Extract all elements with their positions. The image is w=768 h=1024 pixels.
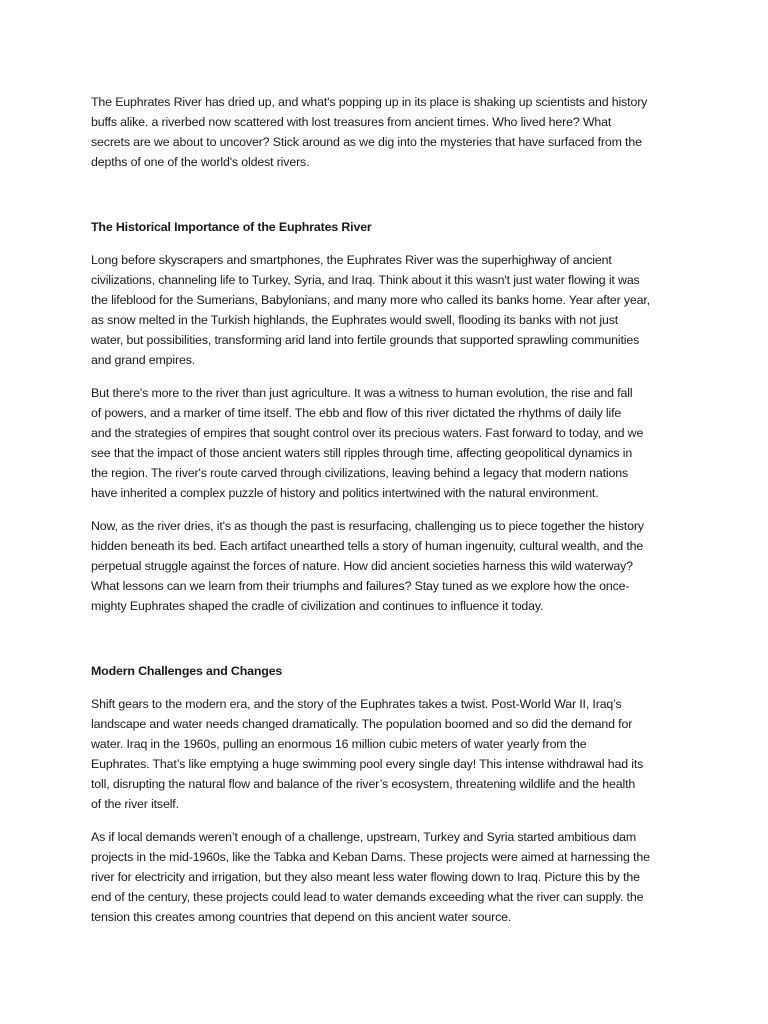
text-line: As if local demands weren’t enough of a challenge, upstream, Turkey and Syria started ambitious dam [91, 830, 637, 844]
section-heading-modern-challenges: Modern Challenges and Changes [91, 664, 283, 678]
section-heading-historical-importance: The Historical Importance of the Euphrates River [91, 220, 372, 234]
text-line: end of the century, these projects could lead to water demands exceeding what the river can supply. the [91, 890, 644, 904]
text-line: Euphrates. That’s like emptying a huge swimming pool every single day! This intense withdrawal had its [91, 757, 644, 771]
text-line: see that the impact of those ancient waters still ripples through time, affecting geopolitical dynamics in [91, 446, 633, 460]
text-line: What lessons can we learn from their triumphs and failures? Stay tuned as we explore how the once- [91, 579, 630, 593]
text-line: secrets are we about to uncover? Stick around as we dig into the mysteries that have surfaced from the [91, 135, 642, 149]
text-line: water, but possibilities, transforming arid land into fertile grounds that supported sprawling communities [91, 333, 640, 347]
text-line: projects in the mid-1960s, like the Tabka and Keban Dams. These projects were aimed at harnessing the [91, 850, 650, 864]
text-line: buffs alike. a riverbed now scattered with lost treasures from ancient times. Who lived here? What [91, 115, 612, 129]
text-line: of powers, and a marker of time itself. The ebb and flow of this river dictated the rhythms of daily life [91, 406, 622, 420]
text-line: water. Iraq in the 1960s, pulling an enormous 16 million cubic meters of water yearly from the [91, 737, 587, 751]
text-line: Now, as the river dries, it's as though the past is resurfacing, challenging us to piece together the history [91, 519, 644, 533]
text-line: civilizations, channeling life to Turkey, Syria, and Iraq. Think about it this wasn't just water flowing it was [91, 273, 640, 287]
text-line: of the river itself. [91, 797, 179, 811]
text-line: the lifeblood for the Sumerians, Babylonians, and many more who called its banks home. Year after year, [91, 293, 650, 307]
paragraph-historical-2 [91, 383, 691, 503]
text-line: mighty Euphrates shaped the cradle of civilization and continues to influence it today. [91, 599, 544, 613]
text-line: The Euphrates River has dried up, and what's popping up in its place is shaking up scientists and history [91, 95, 648, 109]
paragraph-modern-1 [91, 694, 691, 814]
text-line: depths of one of the world's oldest rivers. [91, 155, 310, 169]
text-line: tension this creates among countries that depend on this ancient water source. [91, 910, 512, 924]
paragraph-historical-1 [91, 250, 691, 370]
text-line: the region. The river's route carved through civilizations, leaving behind a legacy that modern nations [91, 466, 629, 480]
paragraph-historical-3 [91, 516, 691, 616]
text-line: Shift gears to the modern era, and the story of the Euphrates takes a twist. Post-World War II, Iraq’s [91, 697, 622, 711]
text-line: hidden beneath its bed. Each artifact unearthed tells a story of human ingenuity, cultural wealth, and the [91, 539, 644, 553]
text-line: landscape and water needs changed dramatically. The population boomed and so did the demand for [91, 717, 633, 731]
paragraph-modern-2 [91, 827, 691, 927]
text-line: perpetual struggle against the forces of nature. How did ancient societies harness this wild waterway? [91, 559, 633, 573]
text-line: Long before skyscrapers and smartphones, the Euphrates River was the superhighway of ancient [91, 253, 612, 267]
text-line: and the strategies of empires that sought control over its precious waters. Fast forward to today, and we [91, 426, 644, 440]
text-line: have inherited a complex puzzle of history and politics intertwined with the natural environment. [91, 486, 599, 500]
text-line: But there's more to the river than just agriculture. It was a witness to human evolution, the rise and fall [91, 386, 633, 400]
text-line: toll, disrupting the natural flow and balance of the river’s ecosystem, threatening wildlife and the health [91, 777, 636, 791]
text-line: and grand empires. [91, 353, 196, 367]
intro-paragraph [91, 92, 691, 172]
text-line: river for electricity and irrigation, but they also meant less water flowing down to Iraq. Picture this by the [91, 870, 640, 884]
text-line: as snow melted in the Turkish highlands, the Euphrates would swell, flooding its banks with not just [91, 313, 619, 327]
